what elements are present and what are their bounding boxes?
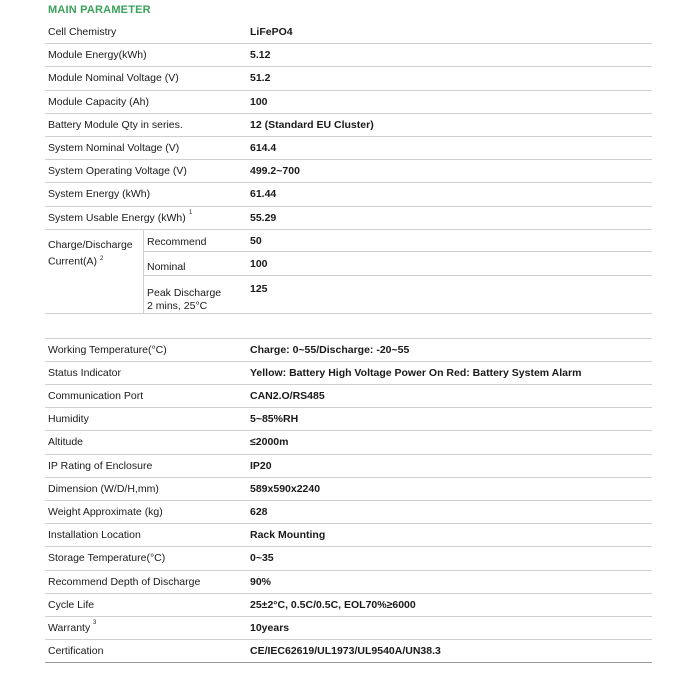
row-label: System Energy (kWh) — [48, 188, 151, 201]
row-label: Dimension (W/D/H,mm) — [48, 482, 159, 495]
table-row — [45, 44, 652, 67]
footnote-marker: 1 — [189, 209, 193, 216]
row-label: IP Rating of Enclosure — [48, 459, 153, 472]
row-value: 0~35 — [250, 552, 274, 565]
table-row — [45, 114, 652, 137]
row-label: Humidity — [48, 413, 89, 426]
row-label: Cell Chemistry — [48, 26, 117, 38]
row-label: Recommend Depth of Discharge — [48, 575, 201, 588]
row-label: System Operating Voltage (V) — [48, 165, 187, 178]
table-row — [45, 640, 652, 663]
row-value: 614.4 — [250, 141, 277, 154]
footnote-marker: 3 — [93, 619, 97, 626]
sub-row-label: Nominal — [147, 260, 186, 273]
sub-row-value: 125 — [250, 282, 268, 295]
table-row — [45, 21, 652, 44]
charge-discharge-label: Charge/Discharge Current(A) $^2$ — [48, 238, 133, 268]
table-row — [45, 571, 652, 594]
sub-row-nominal — [144, 252, 652, 276]
table-row — [45, 594, 652, 617]
row-value: Rack Mounting — [250, 529, 326, 542]
row-value: ≤2000m — [250, 436, 289, 449]
table-row — [45, 617, 652, 640]
table-row — [45, 455, 652, 478]
row-label: Module Energy(kWh) — [48, 49, 147, 62]
row-label: Communication Port — [48, 390, 144, 403]
row-label: Working Temperature(°C) — [48, 343, 167, 356]
row-label: System Nominal Voltage (V) — [48, 141, 180, 154]
table-row — [45, 362, 652, 385]
row-label: Module Nominal Voltage (V) — [48, 72, 179, 85]
row-value: 10years — [250, 621, 290, 634]
sub-row-peak — [144, 276, 652, 313]
row-value: Yellow: Battery High Voltage Power On Red: Battery System Alarm — [250, 366, 582, 379]
sub-row-recommend — [144, 230, 652, 252]
row-value: CE/IEC62619/UL1973/UL9540A/UN38.3 — [250, 645, 441, 658]
table-row — [45, 501, 652, 524]
row-value: 100 — [250, 95, 268, 108]
table-row — [45, 160, 652, 183]
row-value: 5.12 — [250, 49, 271, 62]
row-label: System Usable Energy (kWh) — [48, 211, 186, 224]
row-value: 5~85%RH — [250, 413, 299, 426]
row-label: Installation Location — [48, 529, 141, 542]
table-row — [45, 408, 652, 431]
row-value: 90% — [250, 575, 272, 588]
row-value: 51.2 — [250, 72, 271, 85]
table-row — [45, 91, 652, 114]
row-value: IP20 — [250, 459, 272, 472]
row-value: 25±2°C, 0.5C/0.5C, EOL70%≥6000 — [250, 598, 416, 611]
table-row — [45, 207, 652, 230]
row-label: Module Capacity (Ah) — [48, 95, 149, 108]
table-row — [45, 547, 652, 570]
parameter-table — [45, 21, 652, 663]
row-label: Storage Temperature(°C) — [48, 552, 166, 565]
row-label: Altitude — [48, 436, 84, 449]
row-value: 589x590x2240 — [250, 482, 321, 495]
row-value: 61.44 — [250, 188, 277, 201]
row-value: LiFePO4 — [250, 26, 293, 38]
row-value: 499.2~700 — [250, 165, 300, 178]
row-label: Certification — [48, 645, 104, 658]
row-value: 628 — [250, 506, 268, 518]
sub-row-value: 50 — [250, 234, 262, 247]
table-row — [45, 385, 652, 408]
section-title: MAIN PARAMETER — [48, 4, 151, 16]
row-label: Weight Approximate (kg) — [48, 506, 163, 518]
row-value: 55.29 — [250, 211, 277, 224]
row-label: Warranty — [48, 621, 91, 634]
row-label: Battery Module Qty in series. — [48, 118, 183, 131]
charge-discharge-group — [45, 230, 652, 314]
table-row — [45, 339, 652, 362]
table-row — [45, 478, 652, 501]
sub-row-label: Recommend — [147, 235, 207, 248]
row-label: Cycle Life — [48, 598, 95, 611]
row-value: Charge: 0~55/Discharge: -20~55 — [250, 343, 410, 356]
table-row — [45, 137, 652, 160]
table-row — [45, 67, 652, 90]
sub-row-value: 100 — [250, 257, 268, 270]
sub-row-label: Peak Discharge 2 mins, 25°C — [147, 286, 222, 312]
row-label: Status Indicator — [48, 366, 121, 379]
spacer-row — [45, 314, 652, 339]
table-row — [45, 431, 652, 454]
row-value: CAN2.O/RS485 — [250, 390, 325, 403]
row-value: 12 (Standard EU Cluster) — [250, 118, 374, 131]
table-row — [45, 183, 652, 206]
table-row — [45, 524, 652, 547]
